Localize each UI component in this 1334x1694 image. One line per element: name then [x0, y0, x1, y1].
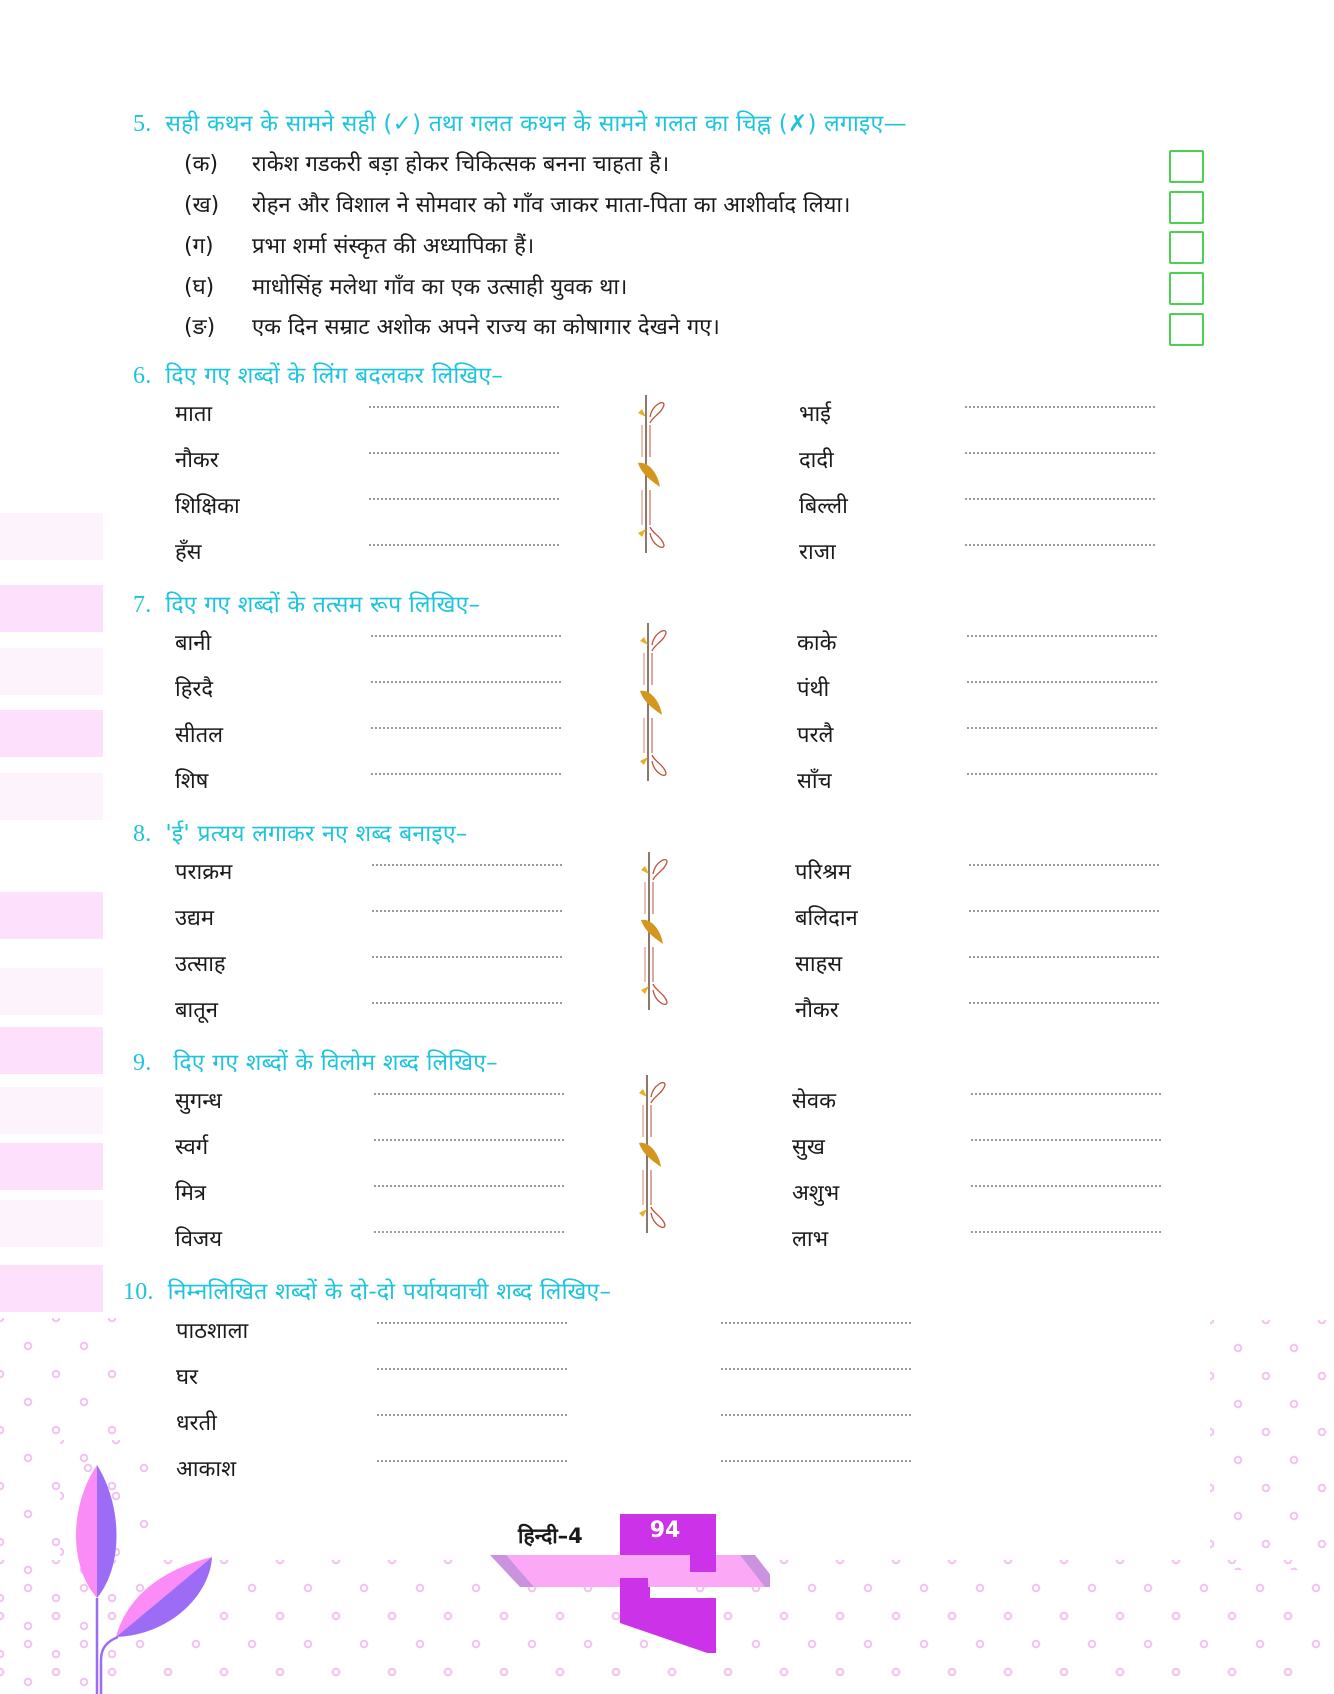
word-item: राजा [799, 540, 836, 565]
word-item: शिक्षिका [175, 494, 240, 519]
word-item: सेवक [792, 1089, 837, 1114]
leaf-vine-divider-icon [637, 852, 677, 1012]
answer-blank[interactable] [965, 452, 1155, 454]
q10-title: निम्नलिखित शब्दों के दो-दो पर्यायवाची शब्द लिखिए– [167, 1279, 612, 1305]
answer-blank[interactable] [374, 1093, 564, 1095]
answer-blank[interactable] [965, 498, 1155, 500]
answer-blank[interactable] [721, 1414, 911, 1416]
word-item: विजय [175, 1227, 223, 1252]
q7-heading [133, 587, 480, 619]
side-strip [0, 1200, 103, 1247]
q10-number: 10. [123, 1279, 154, 1305]
word-item: बिल्ली [799, 494, 848, 519]
answer-blank[interactable] [371, 635, 561, 637]
answer-blank[interactable] [371, 773, 561, 775]
word-item: बातून [175, 998, 219, 1023]
word-item: नौकर [795, 998, 839, 1023]
side-strip [0, 773, 103, 820]
word-item: हँस [175, 540, 202, 565]
q5-statement: (ग) प्रभा शर्मा संस्कृत की अध्यापिका हैं। [184, 234, 535, 259]
word-item: पाठशाला [176, 1319, 249, 1344]
q5-number: 5. [133, 111, 152, 137]
answer-checkbox[interactable] [1169, 313, 1204, 346]
side-strip [0, 1143, 103, 1190]
answer-blank[interactable] [369, 544, 559, 546]
leaf-vine-divider-icon [634, 395, 674, 555]
side-strip [0, 1265, 103, 1312]
answer-blank[interactable] [969, 864, 1159, 866]
side-strip [0, 892, 103, 939]
answer-blank[interactable] [721, 1368, 911, 1370]
q7-number: 7. [133, 592, 152, 618]
side-strip [0, 710, 103, 757]
side-strip [0, 1027, 103, 1074]
q9-heading [133, 1045, 498, 1077]
leaf-vine-divider-icon [636, 623, 676, 783]
q7-title: दिए गए शब्दों के तत्सम रूप लिखिए– [165, 592, 481, 618]
answer-blank[interactable] [371, 681, 561, 683]
word-item: परलै [797, 723, 834, 748]
word-item: पराक्रम [175, 860, 233, 885]
side-strip [0, 648, 103, 695]
q5-heading [133, 106, 907, 138]
answer-blank[interactable] [371, 727, 561, 729]
answer-blank[interactable] [374, 1185, 564, 1187]
side-strip [0, 585, 103, 632]
word-item: सीतल [175, 723, 224, 748]
answer-blank[interactable] [369, 406, 559, 408]
answer-blank[interactable] [721, 1460, 911, 1462]
word-item: पंथी [797, 677, 830, 702]
word-item: परिश्रम [795, 860, 851, 885]
word-item: लाभ [792, 1227, 829, 1252]
answer-blank[interactable] [971, 1093, 1161, 1095]
side-strip [0, 1087, 103, 1134]
q9-title: दिए गए शब्दों के विलोम शब्द लिखिए– [173, 1050, 498, 1076]
answer-blank[interactable] [971, 1185, 1161, 1187]
q5-title: सही कथन के सामने सही (✓) तथा गलत कथन के सामने गलत का चिह्न (✗) लगाइए— [165, 111, 907, 137]
word-item: धरती [176, 1411, 217, 1436]
answer-blank[interactable] [374, 1139, 564, 1141]
answer-blank[interactable] [971, 1139, 1161, 1141]
q10-heading [123, 1274, 611, 1306]
book-title: हिन्दी–4 [518, 1524, 583, 1548]
answer-checkbox[interactable] [1169, 231, 1204, 264]
word-item: भाई [799, 402, 831, 427]
answer-blank[interactable] [965, 406, 1155, 408]
q6-title: दिए गए शब्दों के लिंग बदलकर लिखिए– [165, 363, 504, 389]
word-item: बलिदान [795, 906, 858, 931]
answer-blank[interactable] [372, 1002, 562, 1004]
word-item: स्वर्ग [175, 1135, 209, 1160]
word-item: हिरदै [175, 677, 214, 702]
word-item: घर [176, 1365, 199, 1390]
answer-checkbox[interactable] [1169, 272, 1204, 305]
answer-checkbox[interactable] [1169, 150, 1204, 183]
plant-icon [60, 1465, 230, 1694]
answer-blank[interactable] [967, 681, 1157, 683]
q8-heading [133, 816, 467, 848]
word-item: काके [797, 631, 837, 656]
q5-statement: (ख) रोहन और विशाल ने सोमवार को गाँव जाकर माता-पिता का आशीर्वाद लिया। [184, 193, 851, 218]
answer-blank[interactable] [969, 1002, 1159, 1004]
word-item: मित्र [175, 1181, 206, 1206]
answer-blank[interactable] [967, 773, 1157, 775]
word-item: शिष [175, 769, 209, 794]
answer-blank[interactable] [377, 1322, 567, 1324]
answer-blank[interactable] [374, 1231, 564, 1233]
word-item: उत्साह [175, 952, 226, 977]
answer-blank[interactable] [969, 956, 1159, 958]
side-strip [0, 968, 103, 1015]
answer-blank[interactable] [721, 1322, 911, 1324]
answer-checkbox[interactable] [1169, 191, 1204, 224]
answer-blank[interactable] [377, 1414, 567, 1416]
word-item: साहस [795, 952, 843, 977]
q6-number: 6. [133, 363, 152, 389]
answer-blank[interactable] [372, 910, 562, 912]
word-item: अशुभ [792, 1181, 840, 1206]
word-item: नौकर [175, 448, 219, 473]
word-item: आकाश [176, 1457, 237, 1482]
q8-title: 'ई' प्रत्यय लगाकर नए शब्द बनाइए– [165, 821, 468, 847]
answer-blank[interactable] [377, 1460, 567, 1462]
page-number: 94 [649, 1518, 681, 1543]
word-item: माता [175, 402, 213, 427]
dot-pattern-right [1210, 1320, 1334, 1570]
q6-heading [133, 358, 503, 390]
answer-blank[interactable] [377, 1368, 567, 1370]
answer-blank[interactable] [965, 544, 1155, 546]
q9-number: 9. [133, 1050, 152, 1076]
word-item: साँच [797, 769, 832, 794]
answer-blank[interactable] [372, 864, 562, 866]
leaf-vine-divider-icon [635, 1075, 675, 1235]
answer-blank[interactable] [971, 1231, 1161, 1233]
answer-blank[interactable] [967, 727, 1157, 729]
q5-statement: (ङ) एक दिन सम्राट अशोक अपने राज्य का कोषागार देखने गए। [184, 315, 720, 340]
answer-blank[interactable] [969, 910, 1159, 912]
word-item: उद्यम [175, 906, 215, 931]
answer-blank[interactable] [967, 635, 1157, 637]
answer-blank[interactable] [369, 498, 559, 500]
q5-statement: (घ) माधोसिंह मलेथा गाँव का एक उत्साही युवक था। [184, 275, 628, 300]
q8-number: 8. [133, 821, 152, 847]
answer-blank[interactable] [369, 452, 559, 454]
side-strip [0, 513, 103, 560]
answer-blank[interactable] [372, 956, 562, 958]
q5-statement: (क) राकेश गडकरी बड़ा होकर चिकित्सक बनना चाहता है। [184, 152, 670, 177]
word-item: सुख [792, 1135, 825, 1160]
word-item: बानी [175, 631, 212, 656]
word-item: दादी [799, 448, 834, 473]
word-item: सुगन्ध [175, 1089, 222, 1114]
